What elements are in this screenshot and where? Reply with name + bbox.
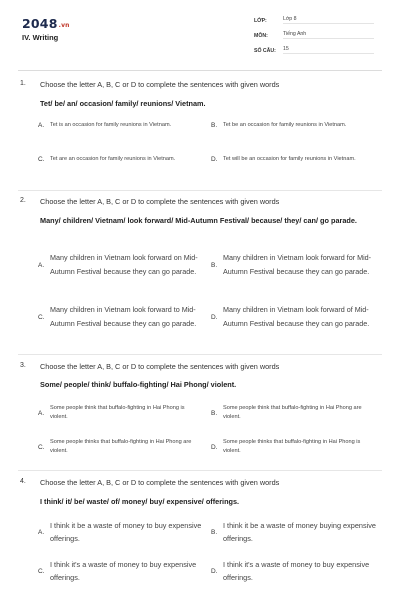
option-d[interactable]	[211, 303, 383, 331]
option-text: Tet are an occasion for family reunions in Vietnam.	[50, 156, 176, 162]
option-letter: C.	[38, 567, 45, 575]
option-letter: A.	[38, 528, 45, 536]
option-a[interactable]	[38, 121, 200, 130]
option-c[interactable]	[38, 438, 200, 456]
question-prompt: Choose the letter A, B, C or D to complete the sentences with given words	[40, 197, 280, 206]
question-number: 4.	[20, 478, 26, 485]
option-text: I think it be a waste of money buying expensive offerings.	[223, 521, 376, 543]
option-letter: C.	[38, 156, 45, 163]
option-letter: D.	[211, 156, 218, 163]
option-text: Many children in Vietnam look forward of Mid-Autumn Festival because they can go parade.	[223, 305, 370, 328]
option-letter: B.	[211, 261, 218, 269]
option-text: I think it's a waste of money to buy expensive offerings.	[50, 560, 197, 582]
question-divider	[18, 470, 382, 471]
question-number: 2.	[20, 197, 26, 204]
option-d[interactable]	[211, 558, 385, 584]
given-words: Tet/ be/ an/ occasion/ family/ reunions/ Vietnam.	[40, 99, 206, 108]
meta-value: Tiếng Anh	[283, 31, 374, 39]
question-prompt: Choose the letter A, B, C or D to complete the sentences with given words	[40, 362, 280, 371]
option-letter: D.	[211, 443, 218, 451]
meta-label: MÔN:	[254, 33, 268, 39]
section-title: IV. Writing	[22, 33, 59, 42]
given-words: I think/ it/ be/ waste/ of/ money/ buy/ expensive/ offerings.	[40, 497, 240, 506]
option-text: Tet is an occasion for family reunions in Vietnam.	[50, 122, 172, 128]
option-text: Many children in Vietnam look forward to Mid-Autumn Festival because they can go parade.	[50, 305, 197, 328]
given-words: Some/ people/ think/ buffalo-fighting/ Hai Phong/ violent.	[40, 380, 237, 389]
option-text: Some people think that buffalo-fighting in Hai Phong are violent.	[223, 405, 362, 420]
option-c[interactable]	[38, 303, 210, 331]
question-number: 1.	[20, 80, 26, 87]
option-a[interactable]	[38, 251, 210, 279]
question-divider	[18, 354, 382, 355]
option-letter: B.	[211, 122, 218, 129]
option-a[interactable]	[38, 519, 212, 545]
option-a[interactable]	[38, 404, 200, 422]
option-b[interactable]	[211, 251, 383, 279]
question-prompt: Choose the letter A, B, C or D to complete the sentences with given words	[40, 478, 280, 487]
meta-row-subject	[254, 29, 374, 39]
option-letter: C.	[38, 313, 45, 321]
option-b[interactable]	[211, 404, 373, 422]
option-text: Some people think that buffalo-fighting in Hai Phong is violent.	[50, 405, 185, 420]
option-letter: D.	[211, 567, 218, 575]
option-text: Tet be an occasion for family reunions in Vietnam.	[223, 122, 347, 128]
option-text: Some people thinks that buffalo-fighting in Hai Phong are violent.	[50, 439, 192, 454]
option-letter: A.	[38, 122, 45, 129]
option-text: Many children in Vietnam look forward on Mid-Autumn Festival because they can go parade.	[50, 253, 198, 276]
option-letter: A.	[38, 261, 45, 269]
given-words: Many/ children/ Vietnam/ look forward/ Mid-Autumn Festival/ because/ they/ can/ go parade.	[40, 216, 357, 225]
question-prompt: Choose the letter A, B, C or D to complete the sentences with given words	[40, 80, 280, 89]
meta-label: SỐ CÂU:	[254, 48, 276, 54]
option-letter: D.	[211, 313, 218, 321]
logo-suffix-text: .vn	[58, 22, 70, 29]
option-c[interactable]	[38, 155, 200, 164]
logo-main-text: 2048	[22, 16, 58, 31]
question-number: 3.	[20, 362, 26, 369]
meta-row-count	[254, 44, 374, 54]
meta-value: Lớp 8	[283, 16, 374, 24]
option-text: Tet will be an occasion for family reunions in Vietnam.	[223, 156, 356, 162]
option-d[interactable]	[211, 155, 373, 164]
option-letter: A.	[38, 409, 45, 417]
option-letter: B.	[211, 409, 218, 417]
option-text: I think it be a waste of money to buy expensive offerings.	[50, 521, 202, 543]
option-text: Some people thinks that buffalo-fighting in Hai Phong is violent.	[223, 439, 361, 454]
site-logo[interactable]	[22, 16, 70, 31]
page-header	[0, 0, 400, 66]
header-divider	[18, 70, 382, 71]
meta-value: 15	[283, 46, 374, 54]
option-b[interactable]	[211, 519, 385, 545]
option-text: Many children in Vietnam look forward for Mid-Autumn Festival because they can go parade.	[223, 253, 372, 276]
option-d[interactable]	[211, 438, 373, 456]
meta-label: LỚP:	[254, 18, 267, 24]
option-c[interactable]	[38, 558, 212, 584]
option-letter: B.	[211, 528, 218, 536]
question-divider	[18, 190, 382, 191]
meta-row-class	[254, 14, 374, 24]
option-b[interactable]	[211, 121, 373, 130]
option-letter: C.	[38, 443, 45, 451]
option-text: I think it's a waste of money to buy expensive offerings.	[223, 560, 370, 582]
